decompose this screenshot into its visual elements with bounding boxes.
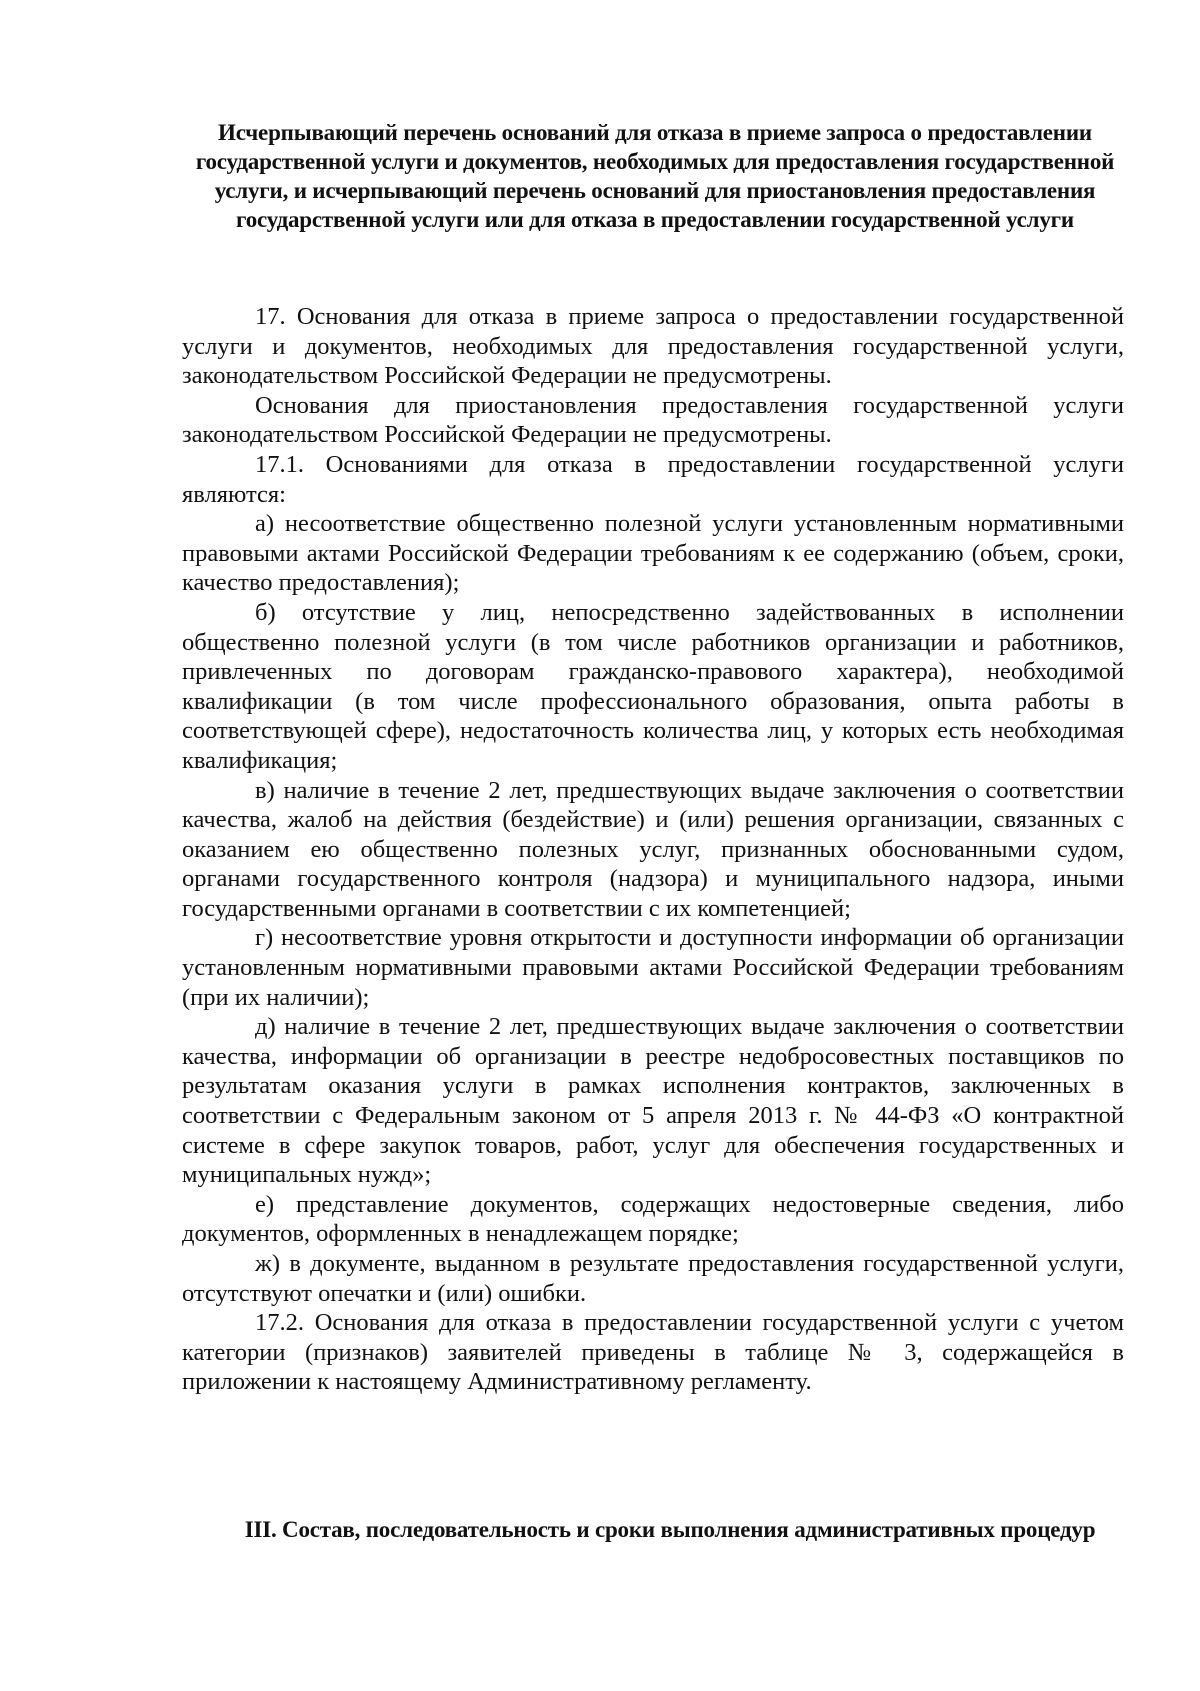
list-item-a: а) несоответствие общественно полезной услуги установленным нормативными правовыми актами Российской Федерации требованиям к ее содержанию (объем, сроки, качество предоставления); <box>182 510 1124 597</box>
section-heading: Исчерпывающий перечень оснований для отказа в приеме запроса о предоставлении государственной услуги и документов, необходимых для предоставления государственной услуги, и исчерпывающий перечень оснований для приостановления предоставления государственной услуги или для отказа в предоставлении государственной услуги <box>195 120 1115 232</box>
list-item-b: б) отсутствие у лиц, непосредственно задействованных в исполнении общественно полезной услуги (в том числе работников организации и работников, привлеченных по договорам гражданско-правового характера), необходимой квалификации (в том числе профессионального образования, опыта работы в соответствующей сфере), недостаточность количества лиц, у которых есть необходимая квалификация; <box>182 598 1124 774</box>
paragraph-17-2: 17.2. Основания для отказа в предоставлении государственной услуги с учетом категории (признаков) заявителей приведены в таблице № 3, содержащейся в приложении к настоящему Административному регламенту. <box>182 1309 1124 1396</box>
list-item-e: е) представление документов, содержащих недостоверные сведения, либо документов, оформленных в ненадлежащем порядке; <box>182 1190 1124 1248</box>
paragraph-17-1: 17.1. Основаниями для отказа в предоставлении государственной услуги являются: <box>182 450 1124 508</box>
list-item-zh: ж) в документе, выданном в результате предоставления государственной услуги, отсутствуют опечатки и (или) ошибки. <box>182 1250 1124 1307</box>
document-body <box>182 302 1124 1397</box>
list-item-g: г) несоответствие уровня открытости и доступности информации об организации установленным нормативными правовыми актами Российской Федерации требованиям (при их наличии); <box>182 924 1124 1011</box>
list-item-d: д) наличие в течение 2 лет, предшествующих выдаче заключения о соответствии качества, информации об организации в реестре недобросовестных поставщиков по результатам оказания услуги в рамках исполнения контрактов, заключенных в соответствии с Федеральным законом от 5 апреля 2013 г. № 44-ФЗ «О контрактной системе в сфере закупок товаров, работ, услуг для обеспечения государственных и муниципальных нужд»; <box>182 1013 1124 1189</box>
paragraph-17: 17. Основания для отказа в приеме запроса о предоставлении государственной услуги и документов, необходимых для предоставления государственной услуги, законодательством Российской Федерации не предусмотрены. <box>182 303 1124 390</box>
chapter-heading: III. Состав, последовательность и сроки выполнения административных процедур <box>244 1517 1096 1542</box>
list-item-v: в) наличие в течение 2 лет, предшествующих выдаче заключения о соответствии качества, жалоб на действия (бездействие) и (или) решения организации, связанных с оказанием ею общественно полезных услуг, признанных обоснованными судом, органами государственного контроля (надзора) и муниципального надзора, иными государственными органами в соответствии с их компетенцией; <box>182 776 1124 922</box>
paragraph-suspension: Основания для приостановления предоставления государственной услуги законодательством Российской Федерации не предусмотрены. <box>182 391 1124 449</box>
